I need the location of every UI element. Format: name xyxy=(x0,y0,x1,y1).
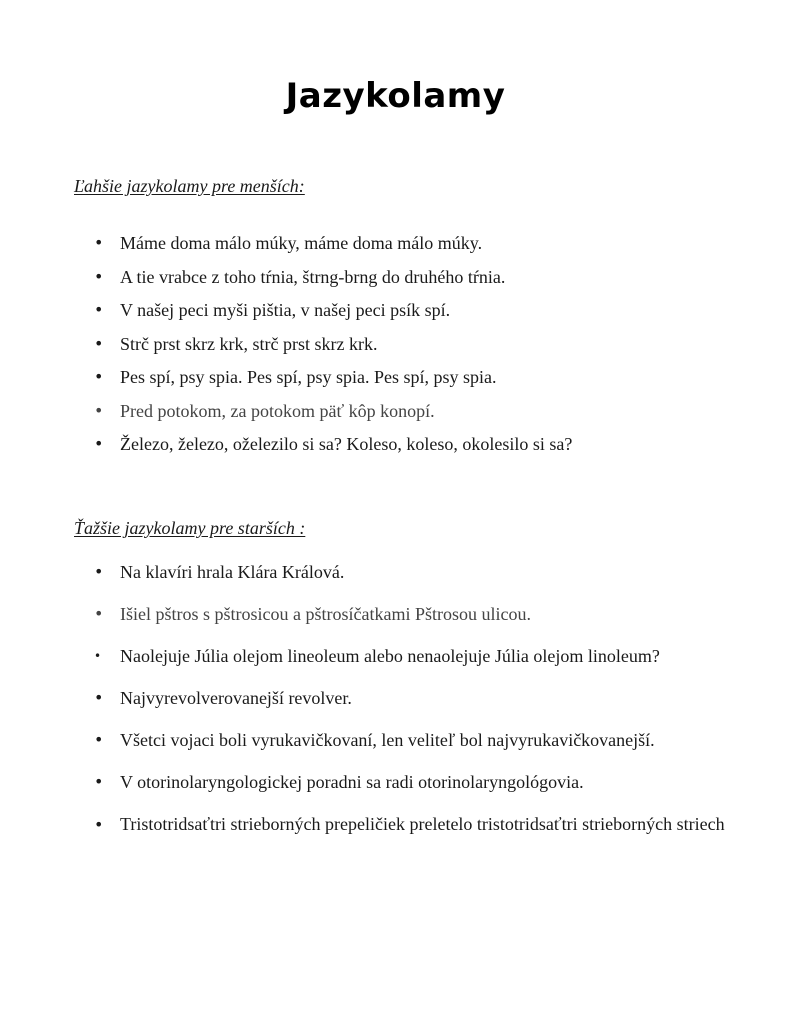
tongue-twister-text: Pes spí, psy spia. Pes spí, psy spia. Pes spí, psy spia. xyxy=(120,367,497,387)
bullet-icon: • xyxy=(94,233,104,252)
bullet-icon: • xyxy=(94,367,104,386)
tongue-twister-text: A tie vrabce z toho tŕnia, štrng-brng do druhého tŕnia. xyxy=(120,266,506,287)
bullet-icon: • xyxy=(94,730,104,749)
bullet-icon: • xyxy=(94,400,104,420)
tongue-twister-text: Tristotridsaťtri strieborných prepeličiek preletelo tristotridsaťtri strieborných striech xyxy=(120,814,725,834)
list-item xyxy=(0,562,791,604)
tongue-twister-text: Najvyrevolverovanejší revolver. xyxy=(120,688,352,708)
bullet-icon: • xyxy=(94,333,104,353)
list-item xyxy=(0,233,791,267)
tongue-twister-text: Naolejuje Júlia olejom lineoleum alebo nenaolejuje Júlia olejom linoleum? xyxy=(120,646,660,666)
list-item xyxy=(0,300,791,334)
bullet-icon: • xyxy=(94,562,104,581)
list-item xyxy=(0,688,791,730)
list-item xyxy=(0,267,791,301)
bullet-icon: • xyxy=(94,649,102,663)
tongue-twister-text: Strč prst skrz krk, strč prst skrz krk. xyxy=(120,333,378,354)
list-item xyxy=(0,604,791,646)
bullet-icon: • xyxy=(94,772,104,791)
bullet-icon: • xyxy=(94,434,104,453)
section-heading-harder: Ťažšie jazykolamy pre starších : xyxy=(74,518,306,538)
tongue-twister-text: V otorinolaryngologickej poradni sa radi otorinolaryngológovia. xyxy=(120,772,584,792)
tongue-twister-text: Na klavíri hrala Klára Králová. xyxy=(120,562,345,582)
section-heading-easier: Ľahšie jazykolamy pre menších: xyxy=(74,176,305,196)
list-item xyxy=(0,367,791,401)
tongue-twister-text: Všetci vojaci boli vyrukavičkovaní, len veliteľ bol najvyrukavičkovanejší. xyxy=(120,730,655,750)
bullet-icon: • xyxy=(94,688,104,707)
easier-tongue-twister-list xyxy=(0,233,791,468)
bullet-icon: • xyxy=(94,266,104,286)
tongue-twister-text: Máme doma málo múky, máme doma málo múky. xyxy=(120,233,483,253)
list-item xyxy=(0,808,791,841)
list-item xyxy=(0,730,791,772)
list-item xyxy=(0,434,791,468)
tongue-twister-text: Pred potokom, za potokom päť kôp konopí. xyxy=(120,400,435,421)
bullet-icon: • xyxy=(94,300,104,319)
bullet-icon: • xyxy=(94,815,104,834)
tongue-twister-text: Železo, železo, oželezilo si sa? Koleso, koleso, okolesilo si sa? xyxy=(120,434,573,454)
tongue-twister-text: Išiel pštros s pštrosicou a pštrosíčatkami Pštrosou ulicou. xyxy=(120,604,531,624)
bullet-icon: • xyxy=(94,604,104,623)
tongue-twister-text: V našej peci myši pištia, v našej peci psík spí. xyxy=(120,300,451,320)
list-item xyxy=(0,646,791,688)
list-item xyxy=(0,334,791,368)
harder-tongue-twister-list xyxy=(0,562,791,841)
list-item xyxy=(0,401,791,435)
document-title: Jazykolamy xyxy=(285,76,506,116)
